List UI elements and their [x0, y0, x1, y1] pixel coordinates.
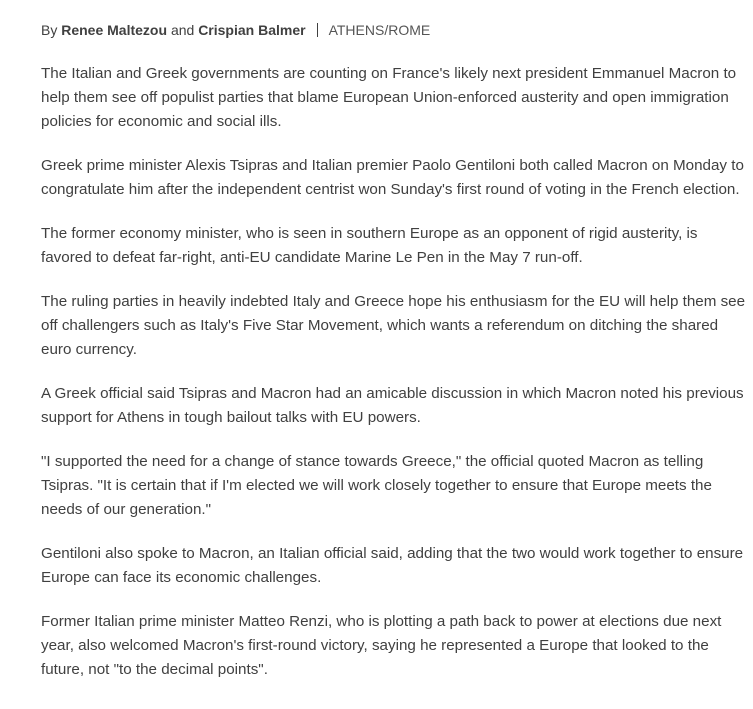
article-paragraph: The ruling parties in heavily indebted Italy and Greece hope his enthusiasm for the EU will help them see off challengers such as Italy's Five Star Movement, which wants a referendum on ditching the shared euro currency. — [41, 293, 746, 358]
dateline: ATHENS/ROME — [328, 22, 431, 38]
byline — [41, 20, 430, 40]
article-paragraph: A Greek official said Tsipras and Macron had an amicable discussion in which Macron noted his previous support for Athens in tough bailout talks with EU powers. — [41, 385, 744, 426]
author-link-renee-maltezou[interactable]: Renee Maltezou — [61, 22, 168, 38]
author-link-crispian-balmer[interactable]: Crispian Balmer — [198, 22, 306, 38]
article-paragraph: Gentiloni also spoke to Macron, an Italian official said, adding that the two would work together to ensure Europe can face its economic challenges. — [41, 545, 744, 586]
article-paragraph: "I supported the need for a change of stance towards Greece," the official quoted Macron as telling Tsipras. "It is certain that if I'm elected we will work closely together to ensure that Europe meets the needs of our generation." — [41, 453, 712, 518]
byline-separator — [317, 23, 318, 37]
article-paragraph: Greek prime minister Alexis Tsipras and Italian premier Paolo Gentiloni both called Macron on Monday to congratulate him after the independent centrist won Sunday's first round of voting in the French election. — [41, 157, 744, 198]
article-paragraph: The Italian and Greek governments are counting on France's likely next president Emmanuel Macron to help them see off populist parties that blame European Union-enforced austerity and open immigration policies for economic and social ills. — [41, 65, 737, 130]
article-body — [41, 62, 746, 702]
byline-prefix: By — [41, 22, 58, 38]
article-paragraph: Former Italian prime minister Matteo Renzi, who is plotting a path back to power at elections due next year, also welcomed Macron's first-round victory, saying he represented a Europe that looked to the future, not "to the decimal points". — [41, 613, 722, 678]
article-paragraph: The former economy minister, who is seen in southern Europe as an opponent of rigid austerity, is favored to defeat far-right, anti-EU candidate Marine Le Pen in the May 7 run-off. — [41, 225, 698, 266]
byline-conjunction: and — [170, 22, 195, 38]
